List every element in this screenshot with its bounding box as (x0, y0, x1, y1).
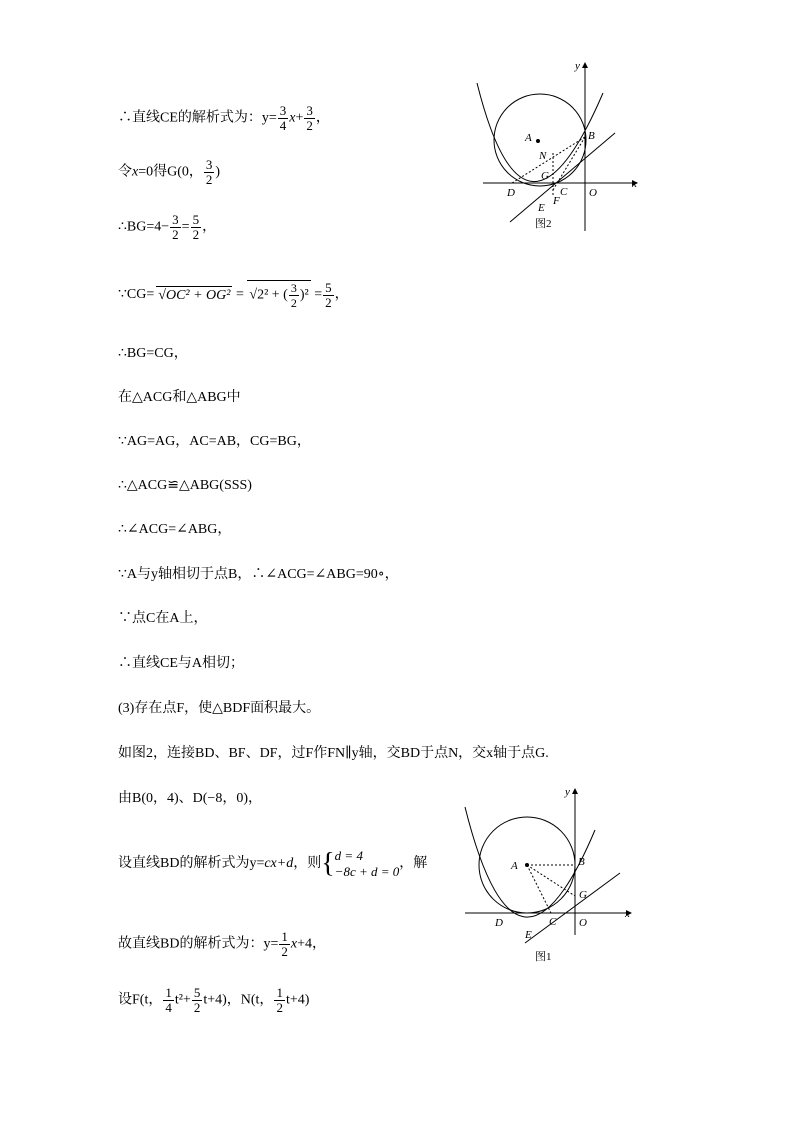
line-bd-equation: 故直线BD的解析式为：y= $\frac{1}{2}$ x+4， (118, 929, 326, 959)
label-a: A (511, 860, 518, 872)
line-g-point: 令x=0得G(0， $\frac{3}{2}$ ) (118, 157, 221, 187)
label-d: D (507, 187, 515, 199)
label-d: D (495, 917, 503, 929)
circle-a (494, 94, 586, 186)
line-c-on-a: ∵点C在A上， (118, 611, 208, 626)
label-a: A (525, 132, 532, 144)
figure-2-caption: 图2 (535, 218, 552, 230)
figure-2 (465, 55, 645, 235)
tangent-line-ce (510, 133, 615, 222)
line-equal-sides: ∵AG=AG，AC=AB，CG=BG， (118, 434, 311, 449)
label-o: O (589, 187, 597, 199)
line-ce-tangent: ∴直线CE与A相切； (118, 656, 244, 671)
tangent-line-ce (525, 873, 620, 943)
label-c: C (549, 916, 557, 928)
line-bg-value: ∴BG=4− $\frac{3}{2}$ = $\frac{5}{2}$ ， (118, 212, 217, 242)
figure-1 (455, 785, 635, 965)
line-congruent: ∴△ACG≌△ABG(SSS) (118, 478, 252, 493)
line-f-n-points: 设F(t， $\frac{1}{4}$ t²+ $\frac{5}{2}$ t+4)，N(t， $\frac{1}{2}$ t+4) (118, 985, 310, 1015)
label-x: x (625, 908, 630, 920)
line-bd-setup: 设直线BD的解析式为y=cx+d，则{ d = 4 −8c + d = 0 ，解 (118, 848, 428, 879)
line-bg-eq-cg: ∴BG=CG， (118, 346, 188, 361)
label-b: B (578, 856, 585, 868)
label-n: N (539, 150, 547, 162)
label-y: y (565, 786, 570, 798)
label-e: E (538, 202, 545, 214)
line-fig2-desc: 如图2，连接BD、BF、DF，过F作FN∥y轴，交BD于点N，交x轴于点G. (118, 746, 549, 761)
line-part3: (3)存在点F，使△BDF面积最大。 (118, 701, 321, 716)
point-a (537, 140, 540, 143)
label-o: O (579, 917, 587, 929)
line-b-d-points: 由B(0，4)、D(−8，0)， (118, 791, 262, 806)
label-g: G (541, 170, 549, 182)
line-triangles: 在△ACG和△ABG中 (118, 390, 241, 405)
line-tangent-b: ∵A与y轴相切于点B，∴∠ACG=∠ABG=90∘， (118, 567, 399, 582)
figure-1-caption: 图1 (535, 951, 552, 963)
label-b: B (588, 130, 595, 142)
parabola (477, 83, 603, 182)
label-c: C (560, 186, 568, 198)
label-x: x (632, 178, 637, 190)
line-cg-value: ∵CG= √OC² + OG² = √2² + ( $\frac{3}{2}$ )² = $\frac{5}{2}$ ， (118, 279, 349, 310)
label-f: F (553, 195, 560, 207)
label-e: E (525, 929, 532, 941)
segment-bf (553, 137, 585, 190)
line-ce-equation: ∴直线CE的解析式为：y= $\frac{3}{4}$ x+ $\frac{3}{2}$ ， (118, 103, 330, 133)
line-angle-eq: ∴∠ACG=∠ABG， (118, 522, 232, 537)
point-a (526, 864, 529, 867)
label-g: G (579, 889, 587, 901)
label-y: y (575, 60, 580, 72)
